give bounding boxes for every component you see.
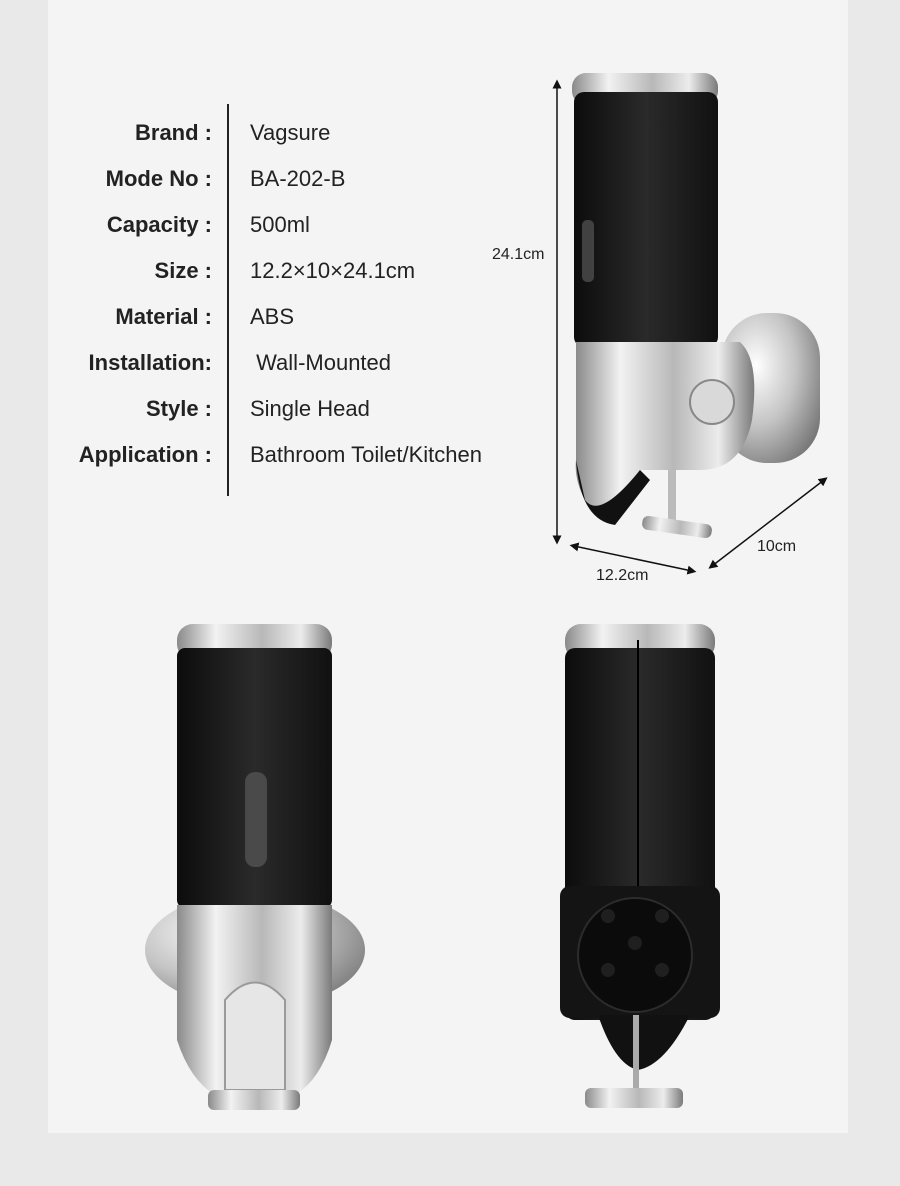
spec-value: Vagsure <box>250 120 331 145</box>
spec-label: Material : <box>115 304 212 329</box>
dispenser-front-view <box>145 624 365 1110</box>
spec-value: 12.2×10×24.1cm <box>250 258 416 283</box>
spec-value: BA-202-B <box>250 166 346 191</box>
spec-label: Application : <box>78 442 212 467</box>
width-arrow <box>574 546 692 571</box>
spec-label: Mode No : <box>105 166 212 191</box>
spec-label: Capacity : <box>106 212 212 237</box>
spec-label: Style : <box>145 396 212 421</box>
depth-arrow <box>712 480 824 566</box>
dispenser-angled-view <box>572 73 820 539</box>
height-dimension-label: 24.1cm <box>492 246 545 263</box>
dispenser-back-view <box>560 624 720 1108</box>
depth-dimension-label: 10cm <box>757 538 797 555</box>
width-dimension-label: 12.2cm <box>596 567 649 584</box>
spec-value: Bathroom Toilet/Kitchen <box>250 442 482 467</box>
spec-label: Brand : <box>135 120 212 145</box>
spec-value: Single Head <box>250 396 370 421</box>
spec-value: Wall-Mounted <box>250 350 392 375</box>
spec-label: Installation: <box>88 350 212 375</box>
spec-label: Size : <box>154 258 212 283</box>
spec-value: 500ml <box>250 212 310 237</box>
spec-value: ABS <box>250 304 295 329</box>
